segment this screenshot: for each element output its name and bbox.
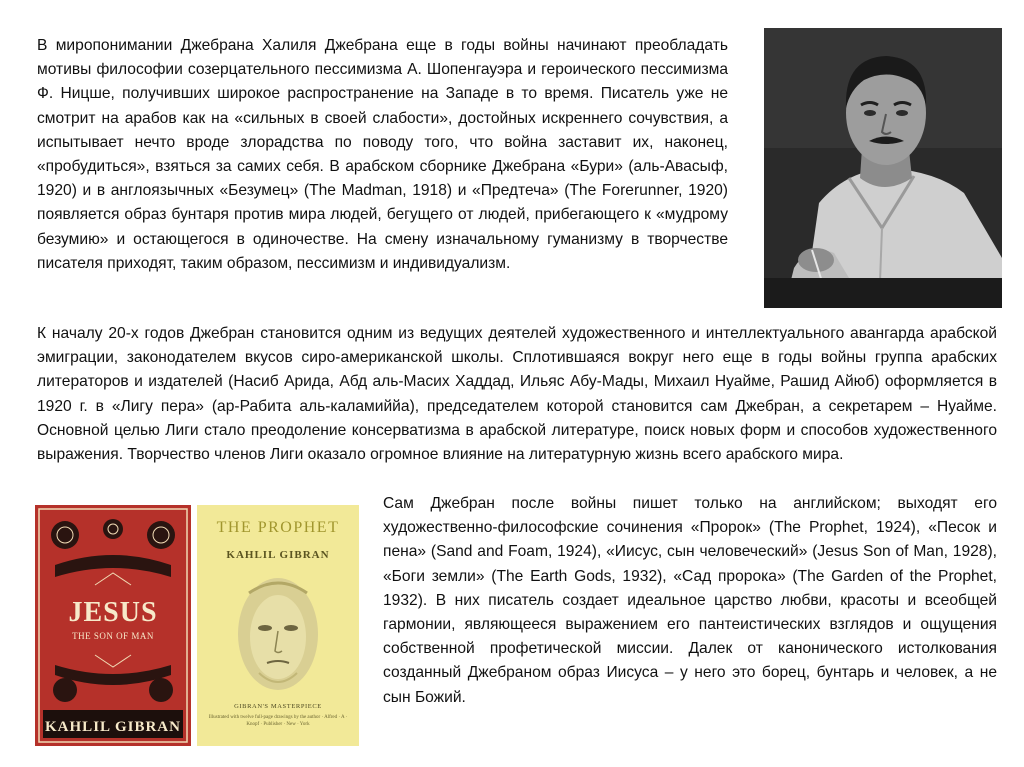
book-subtitle-jesus: THE SON OF MAN: [72, 631, 154, 641]
paragraph-pessimism: В миропонимании Джебрана Халиля Джебрана еще в годы войны начинают преобладать мотивы философии созерцательного пессимизма А. Шопенгауэра и героического пессимизма Ф. Ницше, получивших широкое распространение на Западе в то время. Писатель уже не смотрит на арабов как на «сильных в своей слабости», достойных искреннего сочувствия, а испытывает нечто вроде злорадства по поводу того, что война заставит их, наконец, «пробудиться», взяться за самих себя. В арабском сборнике Джебрана «Бури» (аль-Авасыф, 1920) и в англоязычных «Безумец» (The Madman, 1918) и «Предтеча» (The Forerunner, 1920) появляется образ бунтаря против мира людей, бегущего от людей, прибегающего к «мудрому безумию» и остающегося в одиночестве. На смену изначальному гуманизму в творчестве писателя приходят, таким образом, пессимизм и индивидуализм.: [37, 37, 728, 272]
prophet-face-drawing: [229, 573, 327, 695]
book-title-jesus: JESUS: [68, 597, 158, 628]
book-subtitle-prophet: GIBRAN'S MASTERPIECE: [234, 703, 322, 710]
book-author-jesus: KAHLIL GIBRAN: [45, 719, 181, 735]
book-cover-jesus: [35, 505, 191, 746]
book-cover-prophet: [197, 505, 359, 746]
paragraph-english-works: Сам Джебран после войны пишет только на английском; выходят его художественно-философские сочинения «Пророк» (The Prophet, 1924), «Песок и пена» (Sand and Foam, 1924), «Иисус, сын человеческий» (Jesus Son of Man, 1928), «Боги земли» (The Earth Gods, 1932), «Сад пророка» (The Garden of the Prophet, 1932). В них писатель создает идеальное царство любви, красоты и всеобщей гармонии, являющееся выражением его пантеистических взглядов и ощущения собственной профетической миссии. Далек от канонического истолкования созданный Джебраном образ Иисуса – у него это борец, бунтарь и человек, а не сын Божий.: [383, 495, 997, 706]
book-small-print-prophet: Illustrated with twelve full-page drawings by the author · Alfred · A · Knopf · Publisher · New · York: [208, 715, 348, 727]
book-title-prophet: THE PROPHET: [216, 519, 340, 536]
portrait-photo: [764, 28, 1002, 308]
book-author-prophet: KAHLIL GIBRAN: [226, 549, 330, 561]
paragraph-league-of-pen: К началу 20-х годов Джебран становится одним из ведущих деятелей художественного и интеллектуального авангарда арабской эмиграции, законодателем вкусов сиро-американской школы. Сплотившаяся вокруг него еще в годы войны группа арабских литераторов и издателей (Насиб Арида, Абд аль-Масих Хаддад, Ильяс Абу-Мады, Михаил Нуайме, Рашид Айюб) оформляется в 1920 г. в «Лигу пера» (ар-Рабита аль-каламиййа), председателем которой становится сам Джебран, а секретарем – Нуайме. Основной целью Лиги стало преодоление консерватизма в арабской литературе, поиск новых форм и способов художественного выражения. Творчество членов Лиги оказало огромное влияние на литературную жизнь всего арабского мира.: [37, 325, 997, 464]
portrait-illustration: [764, 28, 1002, 308]
